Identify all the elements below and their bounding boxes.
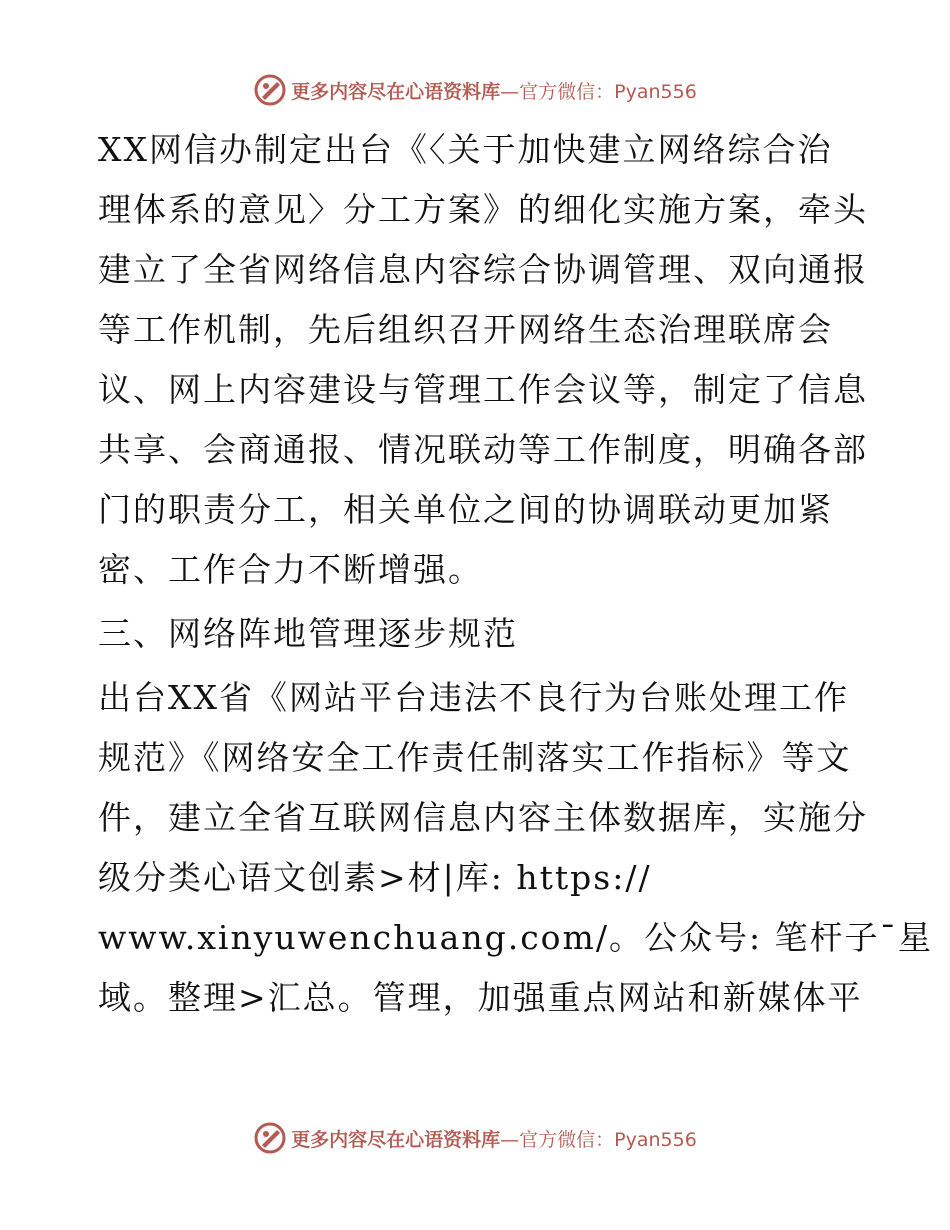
paragraph-1 xyxy=(98,120,868,600)
document-body xyxy=(98,120,934,1028)
text-line: 理体系的意见〉分工方案》的细化实施方案，牵头 xyxy=(98,190,868,229)
text-line: 共享、会商通报、情况联动等工作制度，明确各部 xyxy=(98,430,868,469)
header-banner-text: 更多内容尽在心语资料库—官方微信：Pyan556 xyxy=(291,80,697,103)
footer-banner xyxy=(0,1118,950,1158)
text-line: 议、网上内容建设与管理工作会议等，制定了信息 xyxy=(98,370,868,409)
logo-icon xyxy=(253,1121,287,1155)
paragraph-2 xyxy=(98,668,934,1028)
text-line: 域。整理>汇总。管理，加强重点网站和新媒体平 xyxy=(98,978,863,1017)
text-line: 门的职责分工，相关单位之间的协调联动更加紧 xyxy=(98,490,833,529)
text-line: 出台XX省《网站平台违法不良行为台账处理工作 xyxy=(98,678,849,717)
text-line: 等工作机制，先后组织召开网络生态治理联席会 xyxy=(98,310,833,349)
text-line: 建立了全省网络信息内容综合协调管理、双向通报 xyxy=(98,250,868,289)
text-line: 件，建立全省互联网信息内容主体数据库，实施分 xyxy=(98,798,868,837)
footer-banner-text: 更多内容尽在心语资料库—官方微信：Pyan556 xyxy=(291,1128,697,1151)
text-line: 规范》《网络安全工作责任制落实工作指标》等文 xyxy=(98,738,852,777)
text-line: 级分类心语文创素>材|库: https:// xyxy=(98,858,652,897)
text-line: 密、工作合力不断增强。 xyxy=(98,550,483,589)
logo-icon xyxy=(253,73,287,107)
text-line: XX网信办制定出台《〈关于加快建立网络综合治 xyxy=(98,130,833,169)
section-heading: 三、网络阵地管理逐步规范 xyxy=(98,614,518,653)
header-banner xyxy=(0,70,950,110)
text-line: www.xinyuwenchuang.com/。公众号: 笔杆子¯星 xyxy=(98,918,934,957)
